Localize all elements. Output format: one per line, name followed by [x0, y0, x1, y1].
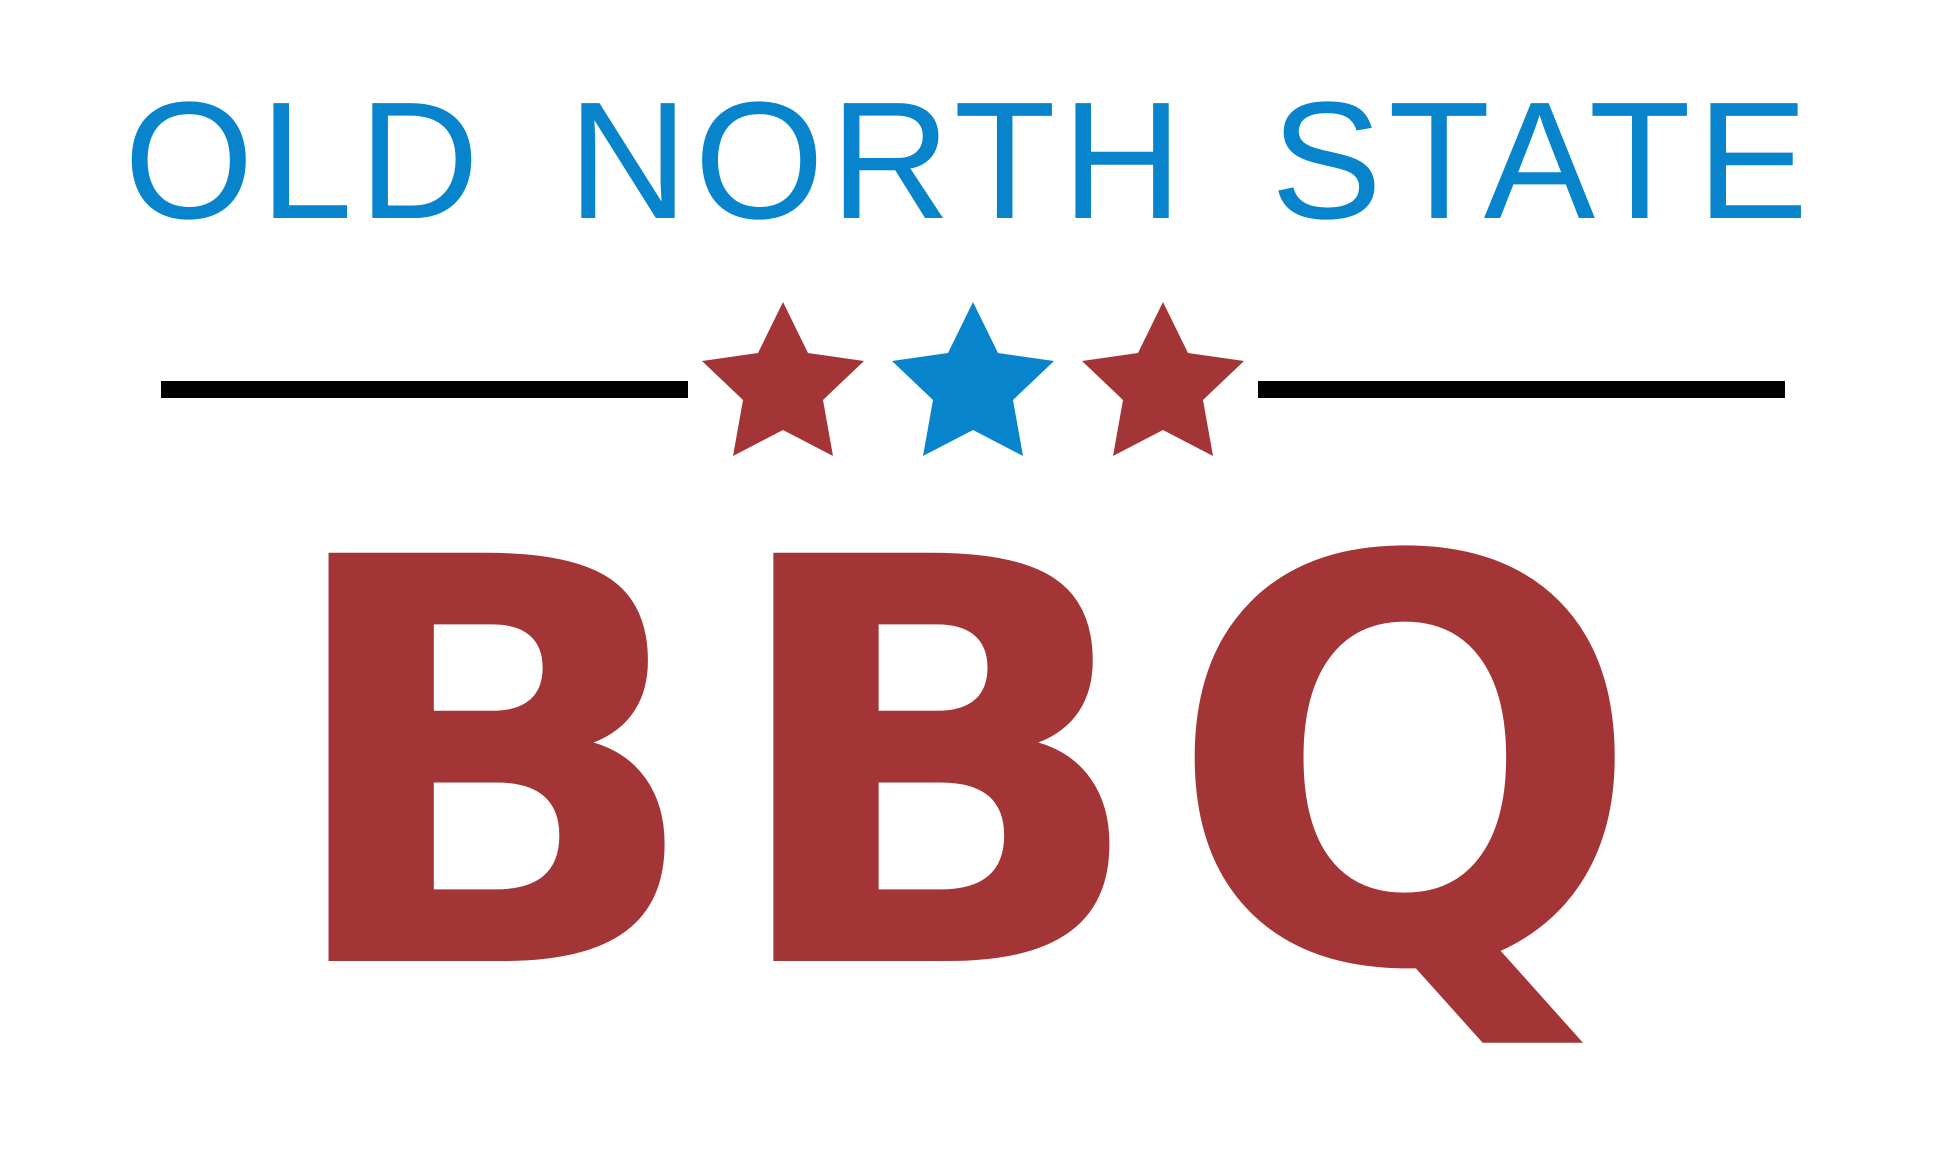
- middle-star-icon: [892, 302, 1054, 456]
- left-divider-line: [161, 381, 688, 398]
- right-star-icon: [1082, 302, 1244, 456]
- stars-row: [700, 302, 1250, 462]
- right-divider-line: [1258, 381, 1785, 398]
- left-star-icon: [702, 302, 864, 456]
- logo-main-text: BBQ: [277, 442, 1661, 1094]
- logo-top-line: OLD NORTH STATE: [123, 68, 1815, 254]
